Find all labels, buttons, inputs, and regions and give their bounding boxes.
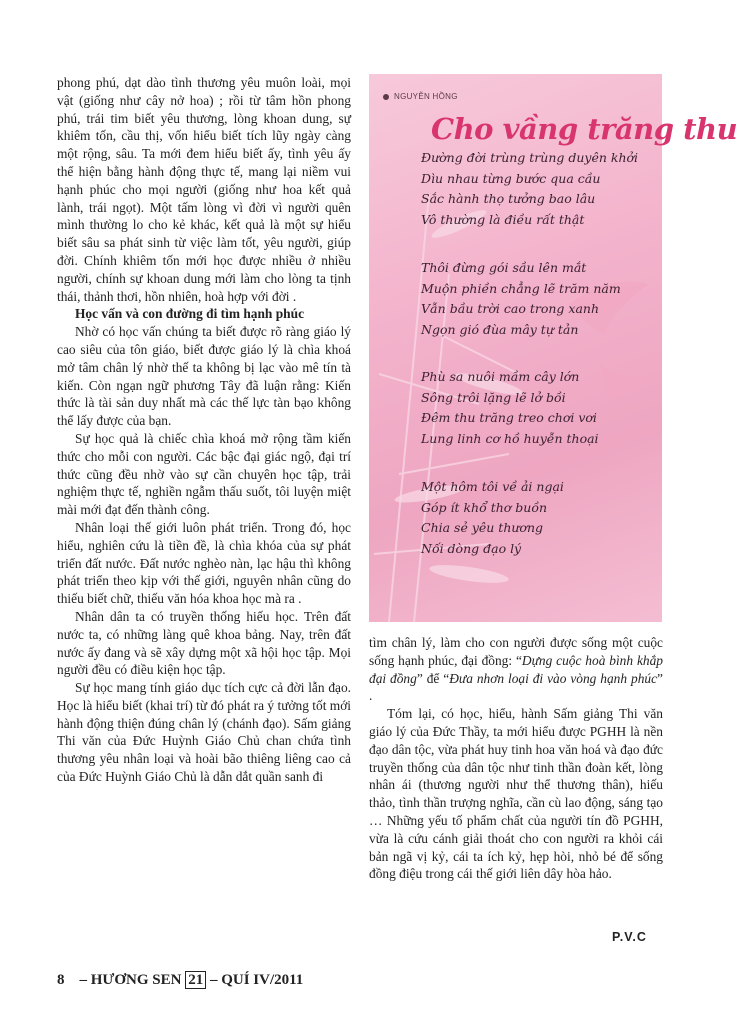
bullet-icon: [383, 94, 389, 100]
page-footer: [57, 971, 303, 989]
poem-line: Ngọn gió đùa mây tự tản: [421, 321, 579, 337]
paragraph: Nhờ có học vấn chúng ta biết được rõ ràng giáo lý cao siêu của tôn giáo, biết được giáo lý là chìa khoá mở tâm chân lý nhờ thế ta không bị lạc vào mê tín tà kiến. Còn ngạn ngữ phương Tây đã luận rằng: Kiến thức là tài sản duy nhất mà các thế lực tàn bạo không thể lấy được của bạn.: [57, 324, 351, 429]
paragraph: Nhân loại thế giới luôn phát triển. Trong đó, học hiểu, nghiên cứu là tiền đề, là chìa khóa của sự phát triển đất nước. Đất nước nghèo nàn, lạc hậu thì không phát triển theo kịp với thế giới, nguyên nhân cũng do thiếu biết chữ, thiếu văn hóa khoa học mà ra .: [57, 519, 351, 607]
poem-box: [369, 74, 737, 622]
poem-line: Thôi đừng gói sầu lên mắt: [421, 260, 587, 275]
paragraph: phong phú, dạt dào tình thương yêu muôn loài, mọi vật (giống như cây nở hoa) ; rồi từ tâm hồn phong phú, trái tim biết yêu thương, lòng khoan dung, sự khiêm tốn, cầu thị, vốn hiểu biết tích lũy ngày càng một rộng, sâu. Ta mới đem hiểu biết ấy, tình yêu ấy thể hiện bằng hành động thực tế, mang lại niềm vui hạnh phúc cho mọi người (giống như hoa kết quả lành, trái ngọt). Một tấm lòng vì đời vì người quên mình thường lo cho kẻ khác, kết quả là một sự hiểu biết sâu sa phát sinh từ việc làm tốt, yêu người, giúp đời. Chính khiêm tốn mới học được nhiều ở nhiều người, chính sự khoan dung mới làm cho lòng ta tịnh thái, thảnh thơi, hồn nhiên, hoà hợp với đời .: [57, 75, 351, 304]
paragraph: Sự học mang tính giáo dục tích cực cả đời lẫn đạo. Học là hiểu biết (khai trí) từ đó phát ra ý tưởng tốt mới hành động thiện đúng chân lý (chánh đạo). Sấm giảng Thi văn của Đức Huỳnh Giáo Chủ chan chứa tình thương yêu nhân loại và hoài bão thiêng liêng cao cả của Đức Huỳnh Giáo Chủ là dẫn dắt quần sanh đi: [57, 680, 351, 785]
poem-line: Đường đời trùng trùng duyên khởi: [421, 150, 639, 165]
paragraph: [369, 634, 663, 705]
poem-line: Sông trôi lặng lẽ lở bồi: [421, 389, 566, 405]
signature: P.V.C: [612, 930, 647, 944]
poem-line: Đêm thu trăng treo chơi vơi: [421, 410, 597, 425]
poem-stanza: [421, 477, 564, 559]
poem-author: [383, 92, 458, 101]
publication-name: – HƯƠNG SEN: [79, 972, 182, 988]
right-column: [369, 634, 663, 883]
paragraph: Tóm lại, có học, hiểu, hành Sấm giảng Thi văn giáo lý của Đức Thầy, ta mới hiểu được PGHH là nền đạo dân tộc, vừa phát huy tinh hoa văn hoá và đạo đức truyền thống của dân tộc như tinh thần đoàn kết, lòng nhân ái (thương người như thể thương thân), hiếu thảo, tình thần trượng nghĩa, cần cù lao động, sáng tạo … Những yếu tố phẩm chất của người tín đồ PGHH, vừa là cứu cánh giải thoát cho con người ra khỏi cái bản ngã vị kỷ, cái ta ích kỷ, hẹp hòi, nhỏ bé để sống đồng điệu trong cái thế giới liên dây hòa hảo.: [369, 706, 663, 882]
text-run: ” .: [369, 670, 663, 704]
poem-line: Một hôm tôi về ải ngại: [421, 479, 564, 494]
poem-line: Vẫn bầu trời cao trong xanh: [421, 301, 599, 316]
page-number: 8: [57, 972, 65, 988]
text-run: tìm chân lý, làm cho con người được sống một cuộc sống hạnh phúc, đại đồng: “: [369, 635, 663, 668]
poem-stanza: [421, 367, 599, 449]
poem-title: Cho vầng trăng thu: [431, 112, 737, 146]
left-column: [57, 74, 351, 786]
poem-stanza: [421, 258, 621, 340]
poem-line: Góp ít khổ thơ buồn: [421, 499, 548, 515]
poem-line: Muộn phiền chẳng lẽ trăm năm: [421, 280, 621, 296]
poem-line: Lung linh cơ hồ huyễn thoại: [421, 430, 599, 446]
paragraph: Sự học quả là chiếc chìa khoá mở rộng tầm kiến thức cho mỗi con người. Các bậc đại giác ngộ, đại trí thức cũng đều nhờ vào sự cần chuyên học tập, trải nghiệm thực tế, nghiền ngẫm thấu suốt, tôi luyện miệt mài mới đạt đến thành công.: [57, 430, 351, 518]
paragraph: Nhân dân ta có truyền thống hiếu học. Trên đất nước ta, có những làng quê khoa bảng. Nay, trên đất nước ấy đang và sẽ xây dựng một xã hội học tập. Mọi người đều có điều kiện học tập.: [57, 608, 351, 678]
poem-line: Vô thường là điều rất thật: [421, 211, 585, 227]
quote: Đưa nhơn loại đi vào vòng hạnh phúc: [449, 670, 658, 686]
quote: Dựng cuộc hoà bình khắp đại đồng: [369, 652, 663, 686]
poem-line: Phù sa nuôi mầm cây lớn: [421, 369, 580, 384]
section-heading: Học vấn và con đường đi tìm hạnh phúc: [75, 306, 305, 322]
issue-date: – QUÍ IV/2011: [209, 972, 304, 988]
text-run: ” để “: [416, 670, 450, 686]
issue-number: 21: [185, 971, 206, 989]
poem-line: Dìu nhau từng bước qua cầu: [421, 170, 601, 186]
poem-line: Chia sẻ yêu thương: [421, 520, 544, 535]
poem-line: Sắc hành thọ tưởng bao lâu: [421, 191, 596, 206]
poem-stanza: [421, 148, 638, 230]
poem-author-name: NGUYỄN HỒNG: [394, 92, 458, 101]
poem-line: Nối dòng đạo lý: [421, 540, 522, 556]
